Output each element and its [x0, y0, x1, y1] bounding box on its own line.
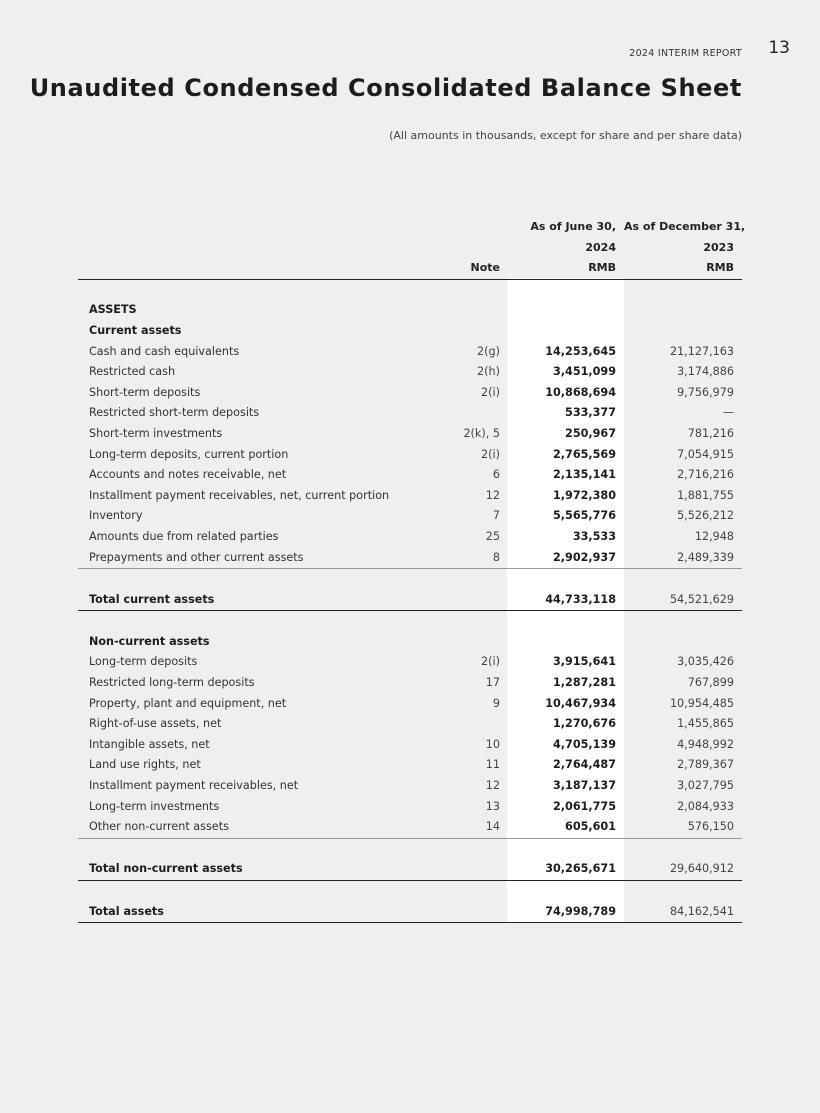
row-label: Restricted short-term deposits — [89, 406, 260, 420]
row-label: Restricted long-term deposits — [89, 676, 255, 690]
row-note: 14 — [442, 817, 507, 838]
row-note: 2(i) — [481, 655, 500, 669]
row-label: Amounts due from related parties — [89, 529, 279, 543]
page-title: Unaudited Condensed Consolidated Balance Sheet — [29, 74, 742, 102]
row-current-value: 533,377 — [565, 406, 616, 420]
row-current-value: 2,061,775 — [553, 799, 616, 813]
row-current-value: 1,972,380 — [553, 488, 616, 502]
row-prior-value: 2,489,339 — [624, 548, 742, 569]
row-label: Restricted cash — [89, 365, 176, 379]
balance-sheet-body — [78, 279, 742, 922]
page-subtitle: (All amounts in thousands, except for share and per share data) — [389, 129, 742, 142]
row-current-value: 10,467,934 — [545, 696, 616, 710]
balance-sheet — [78, 217, 746, 923]
header-row — [78, 238, 742, 259]
table-row — [78, 694, 742, 715]
row-prior-value: 3,035,426 — [677, 655, 734, 669]
row-label: Cash and cash equivalents — [89, 344, 240, 358]
total-current-value: 30,265,671 — [507, 859, 624, 880]
current-assets-heading-row — [78, 321, 742, 342]
row-current-value: 4,705,139 — [553, 737, 616, 751]
table-row — [78, 424, 742, 445]
row-note: 25 — [485, 529, 500, 543]
note-header: Note — [442, 258, 507, 279]
row-note: 2(k), 5 — [463, 426, 500, 440]
row-note: 10 — [485, 737, 500, 751]
total-current-value: 74,998,789 — [507, 902, 624, 923]
row-label: Long-term deposits, current portion — [89, 447, 289, 461]
table-row — [78, 776, 742, 797]
table-row — [78, 445, 742, 466]
row-current-value: 2,135,141 — [553, 468, 616, 482]
header-row — [78, 258, 742, 279]
total-current-assets-row — [78, 590, 742, 611]
table-row — [78, 735, 742, 756]
page-number: 13 — [768, 38, 790, 58]
row-current-value: 2,902,937 — [507, 548, 624, 569]
table-row — [78, 465, 742, 486]
row-prior-value: 3,174,886 — [677, 365, 734, 379]
total-assets-row — [78, 902, 742, 923]
total-non-current-assets-row — [78, 859, 742, 880]
row-current-value: 33,533 — [572, 529, 616, 543]
report-label: 2024 INTERIM REPORT — [629, 48, 742, 59]
table-row — [78, 673, 742, 694]
row-label: Installment payment receivables, net — [89, 779, 299, 793]
row-note: 2(g) — [477, 344, 500, 358]
header-row — [78, 217, 742, 238]
table-row — [78, 817, 742, 838]
row-prior-value: 1,881,755 — [677, 488, 734, 502]
row-note: 2(i) — [481, 385, 500, 399]
row-note: 2(h) — [477, 365, 500, 379]
balance-sheet-table — [78, 217, 746, 923]
total-label: Total assets — [78, 902, 442, 923]
row-current-value: 2,764,487 — [553, 758, 616, 772]
row-current-value: 14,253,645 — [545, 344, 616, 358]
row-note: 8 — [442, 548, 507, 569]
non-current-assets-heading: Non-current assets — [89, 634, 210, 648]
table-row — [78, 714, 742, 735]
row-label: Short-term investments — [89, 426, 223, 440]
row-note: 13 — [485, 799, 500, 813]
row-note: 17 — [485, 676, 500, 690]
row-note: 12 — [485, 488, 500, 502]
row-prior-value: 1,455,865 — [677, 717, 734, 731]
total-prior-value: 84,162,541 — [624, 902, 742, 923]
row-label: Long-term deposits — [89, 655, 198, 669]
table-row — [78, 383, 742, 404]
row-prior-value: 10,954,485 — [669, 696, 734, 710]
row-note — [442, 714, 507, 735]
row-prior-value: 21,127,163 — [669, 344, 734, 358]
row-prior-value: 4,948,992 — [677, 737, 734, 751]
current-year-header: 2024 — [585, 240, 616, 254]
row-prior-value: 781,216 — [687, 426, 734, 440]
row-prior-value: 2,716,216 — [677, 468, 734, 482]
row-note — [442, 403, 507, 424]
row-current-value: 250,967 — [565, 426, 616, 440]
row-label: Accounts and notes receivable, net — [89, 468, 287, 482]
prior-period-header: As of December 31, — [624, 220, 746, 233]
table-row — [78, 548, 742, 569]
current-period-header: As of June 30, — [530, 220, 616, 233]
total-label: Total non-current assets — [78, 859, 442, 880]
current-currency-header: RMB — [507, 258, 624, 279]
table-row — [78, 486, 742, 507]
prior-year-header: 2023 — [703, 240, 734, 254]
non-current-assets-heading-row — [78, 632, 742, 653]
row-current-value: 1,287,281 — [553, 676, 616, 690]
total-current-value: 44,733,118 — [507, 590, 624, 611]
row-prior-value: 5,526,212 — [677, 509, 734, 523]
row-label: Long-term investments — [89, 799, 220, 813]
row-label: Prepayments and other current assets — [78, 548, 442, 569]
row-current-value: 3,187,137 — [553, 779, 616, 793]
total-prior-value: 29,640,912 — [624, 859, 742, 880]
row-prior-value: 767,899 — [687, 676, 734, 690]
row-note: 12 — [485, 779, 500, 793]
prior-currency-header: RMB — [624, 258, 742, 279]
table-row — [78, 527, 742, 548]
assets-heading-row — [78, 300, 742, 321]
row-label: Right-of-use assets, net — [89, 717, 222, 731]
row-current-value: 10,868,694 — [545, 385, 616, 399]
row-label: Intangible assets, net — [89, 737, 210, 751]
row-label: Short-term deposits — [89, 385, 201, 399]
total-prior-value: 54,521,629 — [624, 590, 742, 611]
row-current-value: 1,270,676 — [553, 717, 616, 731]
row-prior-value: 12,948 — [694, 529, 734, 543]
table-row — [78, 652, 742, 673]
row-prior-value: — — [722, 406, 734, 420]
row-prior-value: 3,027,795 — [677, 779, 734, 793]
row-label: Installment payment receivables, net, current portion — [89, 488, 390, 502]
total-label: Total current assets — [78, 590, 442, 611]
row-prior-value: 7,054,915 — [677, 447, 734, 461]
row-label: Inventory — [89, 509, 143, 523]
table-row — [78, 797, 742, 818]
row-current-value: 3,451,099 — [553, 365, 616, 379]
table-row — [78, 362, 742, 383]
row-prior-value: 2,084,933 — [677, 799, 734, 813]
row-label: Other non-current assets — [78, 817, 442, 838]
row-current-value: 5,565,776 — [553, 509, 616, 523]
row-prior-value: 576,150 — [624, 817, 742, 838]
row-label: Land use rights, net — [89, 758, 201, 772]
assets-heading: ASSETS — [89, 303, 137, 317]
row-prior-value: 9,756,979 — [677, 385, 734, 399]
row-note: 11 — [485, 758, 500, 772]
row-current-value: 605,601 — [507, 817, 624, 838]
row-note: 7 — [492, 509, 500, 523]
row-note: 2(i) — [481, 447, 500, 461]
current-assets-heading: Current assets — [89, 323, 182, 337]
table-row — [78, 403, 742, 424]
row-note: 9 — [492, 696, 500, 710]
row-label: Property, plant and equipment, net — [89, 696, 287, 710]
row-current-value: 2,765,569 — [553, 447, 616, 461]
row-prior-value: 2,789,367 — [677, 758, 734, 772]
table-row — [78, 342, 742, 363]
table-row — [78, 755, 742, 776]
row-note: 6 — [492, 468, 500, 482]
table-row — [78, 506, 742, 527]
row-current-value: 3,915,641 — [553, 655, 616, 669]
